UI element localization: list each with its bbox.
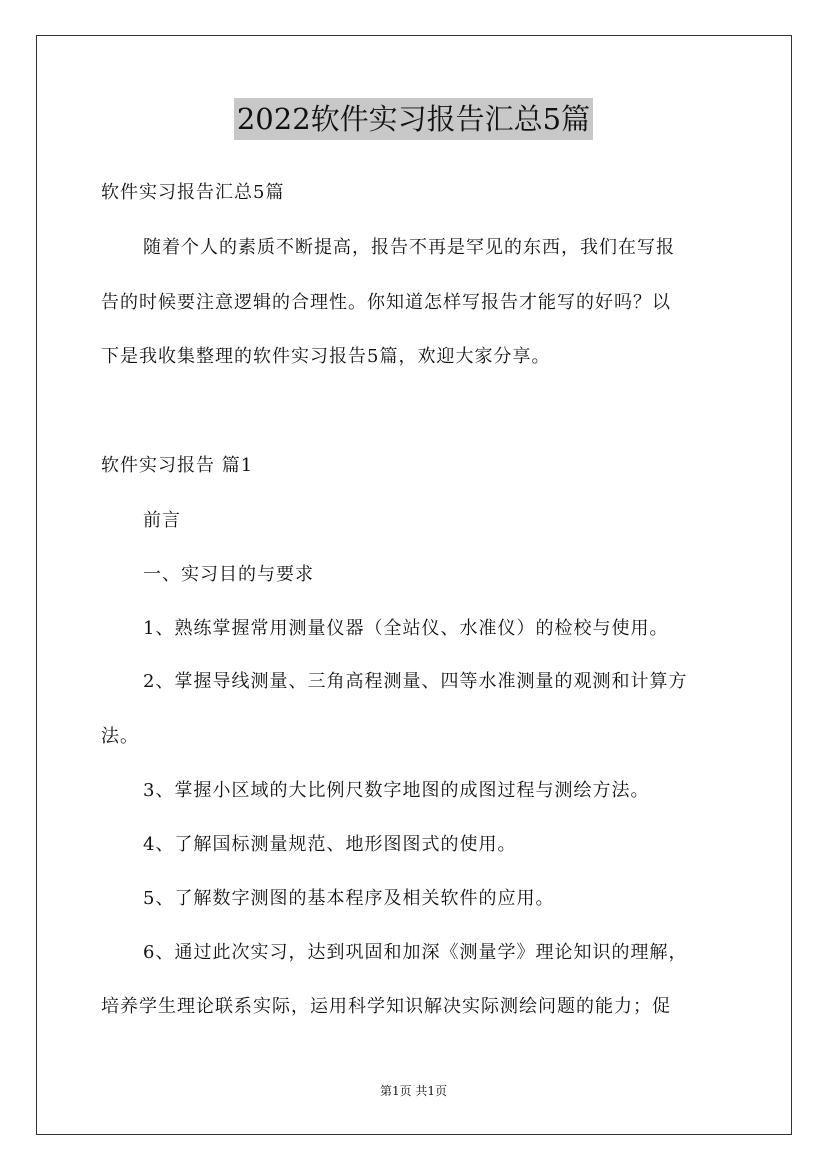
list-item-5: 5、了解数字测图的基本程序及相关软件的应用。 [143,888,555,909]
part-heading: 一、实习目的与要求 [143,564,314,585]
intro-line-2: 告的时候要注意逻辑的合理性。你知道怎样写报告才能写的好吗？以 [101,292,671,313]
section-heading: 软件实习报告 篇1 [101,455,254,476]
title-container [0,98,827,140]
document-title: 2022软件实习报告汇总5篇 [234,98,593,140]
list-item-4: 4、了解国标测量规范、地形图图式的使用。 [143,834,517,855]
page-number-footer: 第1页 共1页 [379,1084,448,1098]
intro-line-3: 下是我收集整理的软件实习报告5篇，欢迎大家分享。 [101,346,551,367]
list-item-6: 6、通过此次实习，达到巩固和加深《测量学》理论知识的理解， [143,942,688,963]
subtitle-line: 软件实习报告汇总5篇 [101,182,285,203]
intro-line-1: 随着个人的素质不断提高，报告不再是罕见的东西，我们在写报 [143,237,675,258]
list-item-2-continued: 法。 [101,726,139,747]
list-item-2: 2、掌握导线测量、三角高程测量、四等水准测量的观测和计算方 [143,671,688,692]
list-item-3: 3、掌握小区域的大比例尺数字地图的成图过程与测绘方法。 [143,780,650,801]
preface-heading: 前言 [143,510,181,531]
list-item-1: 1、熟练掌握常用测量仪器（全站仪、水准仪）的检校与使用。 [143,618,669,639]
list-item-6-continued: 培养学生理论联系实际，运用科学知识解决实际测绘问题的能力；促 [101,996,671,1017]
